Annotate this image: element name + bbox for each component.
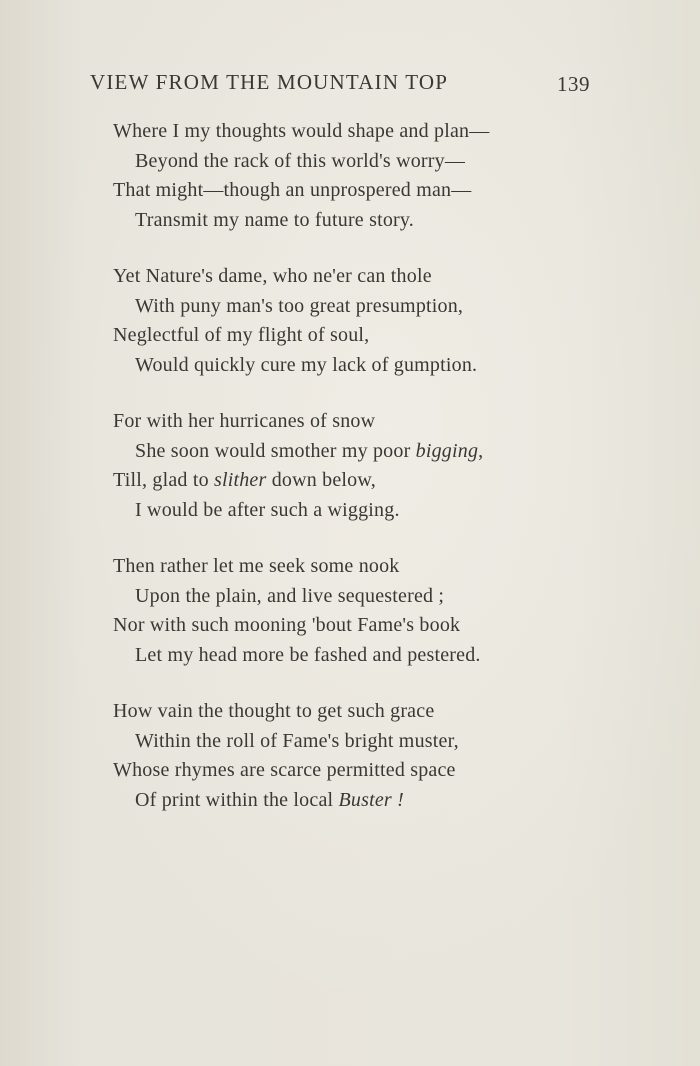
poem-line: Would quickly cure my lack of gumption. xyxy=(135,353,478,376)
poem-line: Upon the plain, and live sequestered ; xyxy=(135,584,445,607)
poem-line: Beyond the rack of this world's worry— xyxy=(135,149,466,172)
line-text: She soon would smother my poor xyxy=(135,439,416,462)
italic-word: bigging xyxy=(415,439,479,462)
poem-line: Whose rhymes are scarce permitted space xyxy=(113,759,456,781)
poem-line: I would be after such a wigging. xyxy=(135,498,400,521)
page-number: 139 xyxy=(557,72,590,96)
line-text: Of print within the local xyxy=(135,788,339,811)
poem-line: Neglectful of my flight of soul, xyxy=(113,324,370,346)
poem-line: Nor with such mooning 'bout Fame's book xyxy=(113,614,461,636)
running-head-title: VIEW FROM THE MOUNTAIN TOP xyxy=(90,70,449,94)
poem-line: Let my head more be fashed and pestered. xyxy=(135,643,481,666)
poem-line xyxy=(113,786,613,816)
poem-line: Within the roll of Fame's bright muster, xyxy=(135,729,459,752)
line-text: Till, glad to xyxy=(113,469,214,491)
poem-line: Yet Nature's dame, who ne'er can thole xyxy=(113,265,432,287)
stanza xyxy=(113,697,613,815)
poem-line: How vain the thought to get such grace xyxy=(113,700,435,722)
poem-line xyxy=(113,437,613,467)
italic-word: Buster ! xyxy=(338,788,404,811)
running-head xyxy=(90,70,590,98)
poem-line xyxy=(113,466,613,496)
stanza xyxy=(113,262,613,380)
poem-line: Transmit my name to future story. xyxy=(135,208,414,231)
poem xyxy=(113,117,613,842)
poem-line: Then rather let me seek some nook xyxy=(113,555,400,577)
poem-line: For with her hurricanes of snow xyxy=(113,410,376,432)
poem-line: That might—though an unprospered man— xyxy=(113,179,472,201)
italic-word: slither xyxy=(213,469,267,491)
stanza xyxy=(113,117,613,235)
stanza xyxy=(113,552,613,670)
poem-line: With puny man's too great presumption, xyxy=(135,294,464,317)
line-text: , xyxy=(478,439,484,462)
stanza xyxy=(113,407,613,525)
poem-line: Where I my thoughts would shape and plan— xyxy=(113,120,490,142)
line-text: down below, xyxy=(266,469,376,491)
